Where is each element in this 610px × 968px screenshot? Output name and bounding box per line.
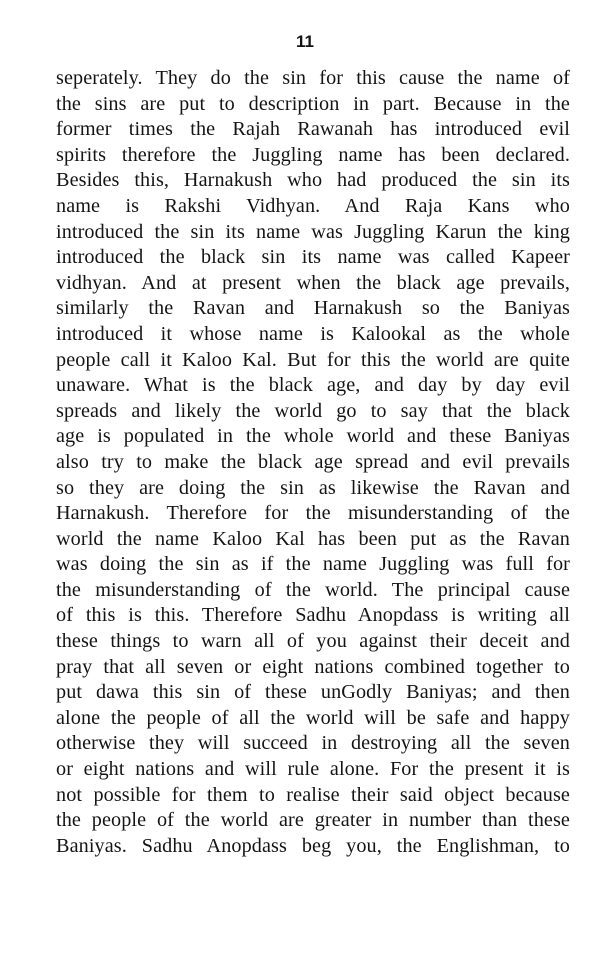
page-number: 11 [296,32,314,51]
body-text [56,66,570,859]
text-line: seperately. They do the sin for this cause the name of [56,67,570,89]
text-line: introduced it whose name is Kalookal as the whole [56,322,570,345]
text-line: of this is this. Therefore Sadhu Anopdass is writing all [56,604,570,627]
text-line: introduced the sin its name was Juggling Karun the king [56,220,570,243]
text-line: spreads and likely the world go to say that the black [56,399,570,422]
text-line: similarly the Ravan and Harnakush so the Baniyas [56,297,570,320]
text-line: age is populated in the whole world and these Baniyas [56,425,570,448]
text-line: not possible for them to realise their said object because [56,783,570,806]
text-line: so they are doing the sin as likewise the Ravan and [56,476,570,499]
text-line: Besides this, Harnakush who had produced the sin its [56,169,570,192]
text-line: alone the people of all the world will be safe and happy [56,706,570,729]
text-line: the misunderstanding of the world. The principal cause [56,578,570,601]
text-line: Harnakush. Therefore for the misunderstanding of the [56,502,570,525]
text-line: name is Rakshi Vidhyan. And Raja Kans who [56,194,570,217]
text-line: otherwise they will succeed in destroying all the seven [56,732,570,755]
text-line: vidhyan. And at present when the black age prevails, [56,271,570,294]
text-line: people call it Kaloo Kal. But for this the world are quite [56,348,570,371]
text-line: former times the Rajah Rawanah has introduced evil [56,118,570,141]
text-line: or eight nations and will rule alone. For the present it is [56,758,570,781]
text-line: these things to warn all of you against their deceit and [56,630,570,653]
text-line: world the name Kaloo Kal has been put as the Ravan [56,527,570,550]
text-line: the people of the world are greater in number than these [56,809,570,832]
text-line: was doing the sin as if the name Juggling was full for [56,553,570,576]
text-line: unaware. What is the black age, and day by day evil [56,374,570,397]
text-line: also try to make the black age spread and evil prevails [56,450,570,473]
text-line: pray that all seven or eight nations combined together to [56,655,570,678]
text-line: the sins are put to description in part. Because in the [56,92,570,115]
text-line: Baniyas. Sadhu Anopdass beg you, the Englishman, to [56,834,570,857]
text-line: put dawa this sin of these unGodly Baniyas; and then [56,681,570,704]
text-line: spirits therefore the Juggling name has been declared. [56,143,570,166]
text-line: introduced the black sin its name was called Kapeer [56,246,570,269]
